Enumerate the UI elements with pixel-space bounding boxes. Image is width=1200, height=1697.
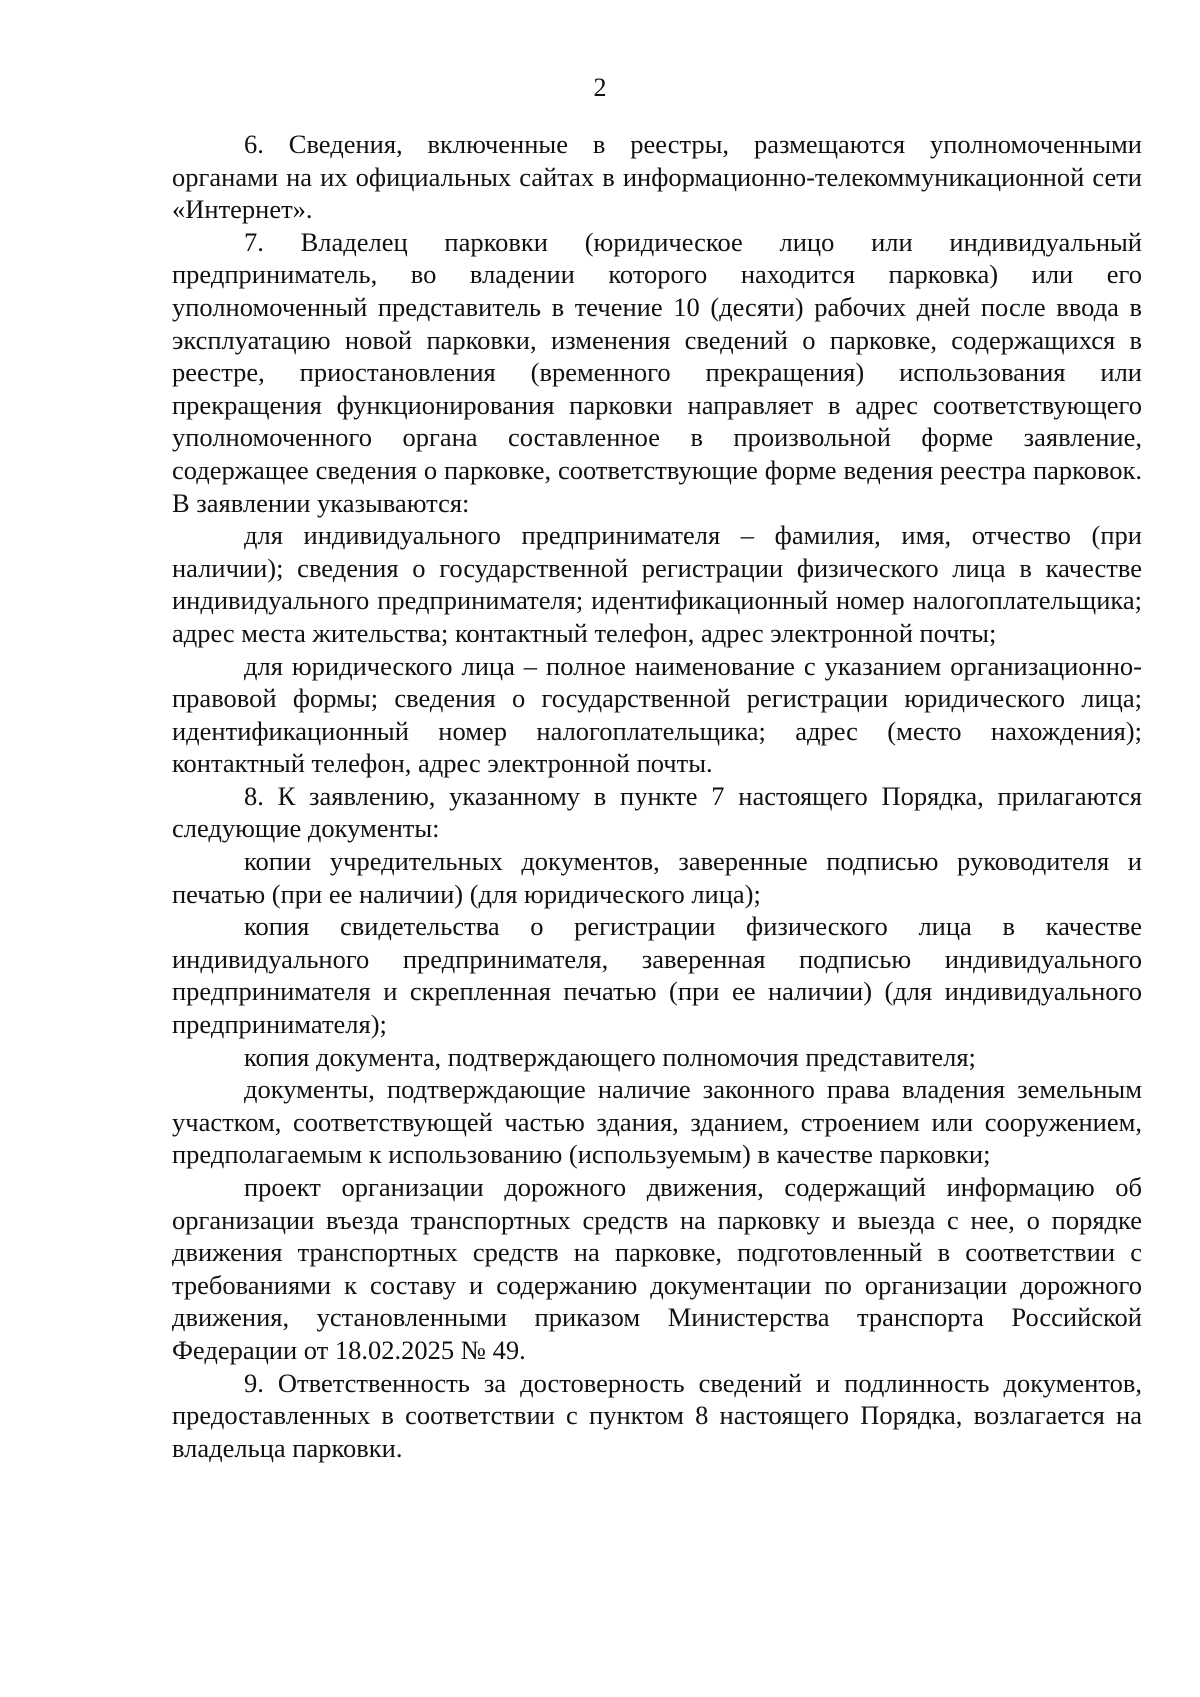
paragraph-8-constituent-documents: копии учредительных документов, заверенные подписью руководителя и печатью (при ее наличии) (для юридического лица); bbox=[172, 846, 1142, 909]
paragraph-7-legal-entity: для юридического лица – полное наименование с указанием организационно-правовой формы; сведения о государственной регистрации юридического лица; идентификационный номер налогоплательщика; адрес (место нахождения); контактный телефон, адрес электронной почты. bbox=[172, 650, 1142, 779]
paragraph-8-registration-certificate: копия свидетельства о регистрации физического лица в качестве индивидуального предпринимателя, заверенная подписью индивидуального предпринимателя и скрепленная печатью (при ее наличии) (для индивидуального предпринимателя); bbox=[172, 911, 1142, 1040]
paragraph-8-ownership-documents: документы, подтверждающие наличие законного права владения земельным участком, соответствующей частью здания, зданием, строением или сооружением, предполагаемым к использованию (используемым) в качестве парковки; bbox=[172, 1074, 1142, 1170]
paragraph-9-responsibility: 9. Ответственность за достоверность сведений и подлинность документов, предоставленных в соответствии с пунктом 8 настоящего Порядка, возлагается на владельца парковки. bbox=[172, 1367, 1142, 1463]
document-body bbox=[172, 128, 1142, 1464]
paragraph-7-individual-entrepreneur: для индивидуального предпринимателя – фамилия, имя, отчество (при наличии); сведения о государственной регистрации физического лица в качестве индивидуального предпринимателя; идентификационный номер налогоплательщика; адрес места жительства; контактный телефон, адрес электронной почты; bbox=[172, 520, 1142, 648]
paragraph-8-representative-authority: копия документа, подтверждающего полномочия представителя; bbox=[244, 1041, 976, 1072]
paragraph-8-attached-documents: 8. К заявлению, указанному в пункте 7 настоящего Порядка, прилагаются следующие документы: bbox=[172, 780, 1142, 844]
paragraph-6-publication: 6. Сведения, включенные в реестры, размещаются уполномоченными органами на их официальных сайтах в информационно-телекоммуникационной сети «Интернет». bbox=[172, 129, 1142, 225]
paragraph-7-owner-application: 7. Владелец парковки (юридическое лицо или индивидуальный предприниматель, во владении которого находится парковка) или его уполномоченный представитель в течение 10 (десяти) рабочих дней после ввода в эксплуатацию новой парковки, изменения сведений о парковке, содержащихся в реестре, приостановления (временного прекращения) использования или прекращения функционирования парковки направляет в адрес соответствующего уполномоченного органа составленное в произвольной форме заявление, содержащее сведения о парковке, соответствующие форме ведения реестра парковок. В заявлении указываются: bbox=[172, 226, 1142, 518]
page-number: 2 bbox=[593, 73, 607, 102]
paragraph-8-traffic-project: проект организации дорожного движения, содержащий информацию об организации въезда транспортных средств на парковку и выезда с нее, о порядке движения транспортных средств на парковке, подготовленный в соответствии с требованиями к составу и содержанию документации по организации дорожного движения, установленными приказом Министерства транспорта Российской Федерации от 18.02.2025 № 49. bbox=[172, 1172, 1142, 1365]
